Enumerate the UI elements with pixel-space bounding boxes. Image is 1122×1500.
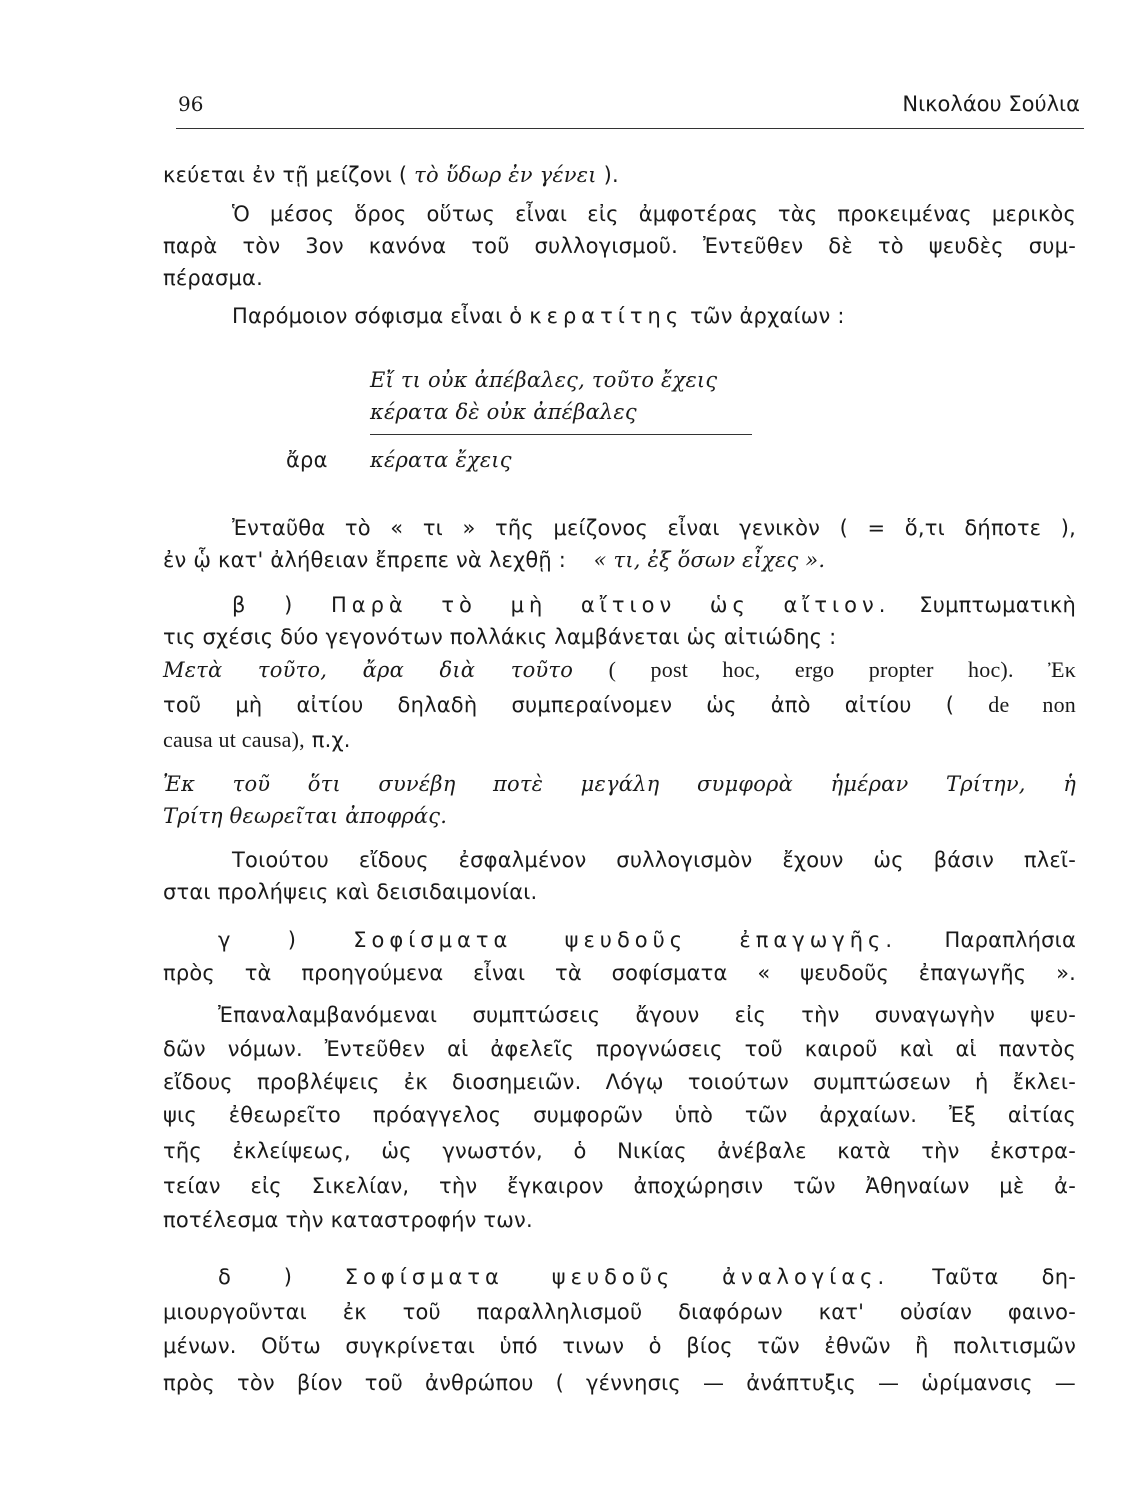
text-line: τοῦ μὴ αἰτίου δηλαδὴ συμπεραίνομεν ὡς ἀπὸ αἰτίου ( de non [163,692,1077,717]
text-line: εἴδους προβλέψεις ἐκ διοσημειῶν. Λόγῳ τοιούτων συμπτώσεων ἡ ἔκλει- [163,1070,1076,1094]
text-line: Ὁ μέσος ὅρος οὕτως εἶναι εἰς ἀμφοτέρας τὰς προκειμένας μερικὸς [232,202,1076,226]
section-heading-d: δ ) Σοφίσματα ψευδοῦς ἀναλογίας. Ταῦτα δη- [218,1265,1076,1289]
page-number: 96 [178,92,204,116]
text-line: παρὰ τὸν 3ον κανόνα τοῦ συλλογισμοῦ. Ἐντεῦθεν δὲ τὸ ψευδὲς συμ- [163,234,1076,258]
page-header [176,92,1084,129]
text-line: τῆς ἐκλείψεως, ὡς γνωστόν, ὁ Νικίας ἀνέβαλε κατὰ τὴν ἐκστρα- [163,1139,1076,1163]
text-line: μιουργοῦνται ἐκ τοῦ παραλληλισμοῦ διαφόρων κατ' οὐσίαν φαινο- [163,1300,1076,1324]
syllogism-line: κέρατα ἔχεις [370,448,512,472]
syllogism-ara: ἄρα [286,448,328,472]
text-line: Παρόμοιον σόφισμα εἶναι ὁ κερατίτης τῶν ἀρχαίων : [232,304,845,328]
text-line: Ἐνταῦθα τὸ « τι » τῆς μείζονος εἶναι γενικὸν ( = ὅ,τι δήποτε ), [232,516,1076,540]
text-line: κεύεται ἐν τῇ μείζονι ( τὸ ὕδωρ ἐν γένει ). [163,163,619,187]
text-line: πρὸς τὸν βίον τοῦ ἀνθρώπου ( γέννησις — ἀνάπτυξις — ὡρίμανσις — [163,1371,1076,1395]
syllogism-line: κέρατα δὲ οὐκ ἀπέβαλες [370,400,637,424]
syllogism-line: Εἴ τι οὐκ ἀπέβαλες, τοῦτο ἔχεις [370,368,718,392]
text-line: ἐν ᾧ κατ' ἀλήθειαν ἔπρεπε νὰ λεχθῇ : « τι, ἐξ ὅσων εἶχες ». [163,548,826,572]
text-line: Τοιούτου εἴδους ἐσφαλμένον συλλογισμὸν ἔχουν ὡς βάσιν πλεῖ- [232,848,1076,872]
text-line: Μετὰ τοῦτο, ἄρα διὰ τοῦτο ( post hoc, ergo propter hoc). Ἐκ [163,657,1076,682]
running-title: Νικολάου Σούλια [902,92,1080,116]
spaced-term: κερατίτης [529,304,684,328]
text-line: πρὸς τὰ προηγούμενα εἶναι τὰ σοφίσματα « ψευδοῦς ἐπαγωγῆς ». [163,961,1076,985]
section-heading-b: β ) Παρὰ τὸ μὴ αἴτιον ὡς αἴτιον. Συμπτωματικὴ [232,593,1076,617]
text-line: ποτέλεσμα τὴν καταστροφήν των. [163,1208,533,1232]
text-line: τείαν εἰς Σικελίαν, τὴν ἔγκαιρον ἀποχώρησιν τῶν Ἀθηναίων μὲ ἀ- [163,1174,1076,1198]
example-line: Ἐκ τοῦ ὅτι συνέβη ποτὲ μεγάλη συμφορὰ ἡμέραν Τρίτην, ἡ [163,772,1076,796]
text-line: τις σχέσις δύο γεγονότων πολλάκις λαμβάνεται ὡς αἰτιώδης : [163,625,837,649]
syllogism-rule [370,434,752,435]
text-line: δῶν νόμων. Ἐντεῦθεν αἱ ἀφελεῖς προγνώσεις τοῦ καιροῦ καὶ αἱ παντὸς [163,1037,1076,1061]
text-line: σται προλήψεις καὶ δεισιδαιμονίαι. [163,880,538,904]
section-heading-c: γ ) Σοφίσματα ψευδοῦς ἐπαγωγῆς. Παραπλήσια [218,928,1076,952]
text-line: ψις ἐθεωρεῖτο πρόαγγελος συμφορῶν ὑπὸ τῶν ἀρχαίων. Ἐξ αἰτίας [163,1103,1076,1127]
text-line: Ἐπαναλαμβανόμεναι συμπτώσεις ἄγουν εἰς τὴν συναγωγὴν ψευ- [218,1003,1076,1027]
text-line: causa ut causa), π.χ. [163,727,351,752]
example-line: Τρίτη θεωρεῖται ἀποφράς. [163,804,448,828]
text-line: μένων. Οὕτω συγκρίνεται ὑπό τινων ὁ βίος τῶν ἐθνῶν ἢ πολιτισμῶν [163,1334,1076,1358]
text-line: πέρασμα. [163,266,263,290]
